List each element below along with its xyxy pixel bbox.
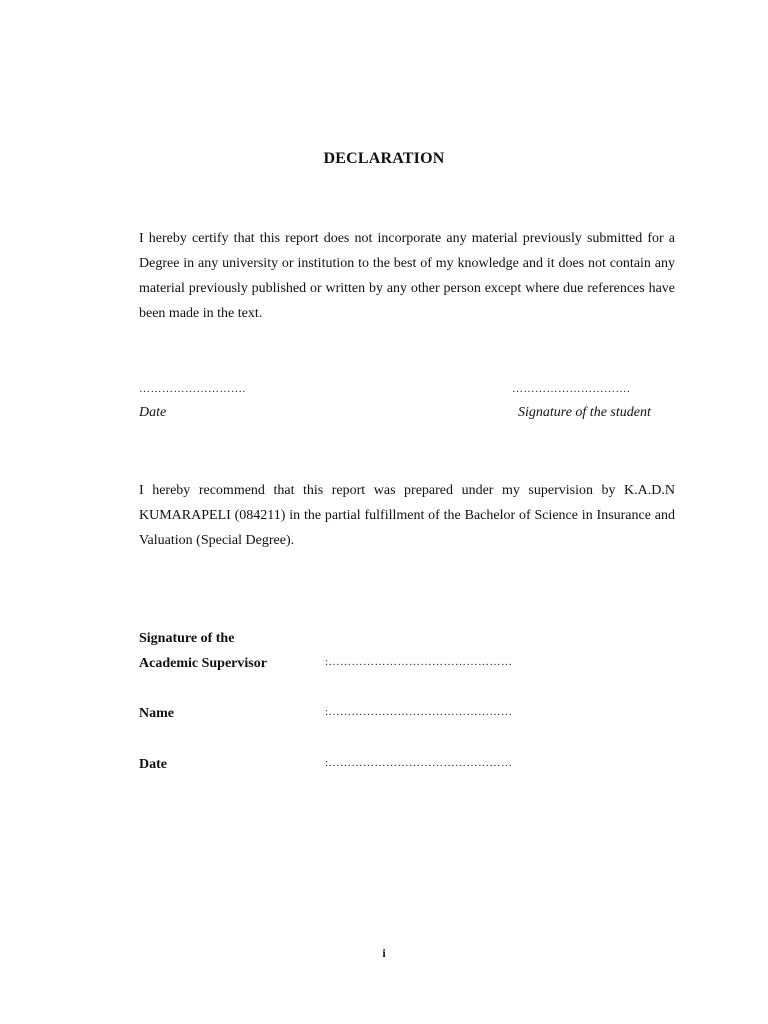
student-date-label: Date [139, 405, 167, 420]
supervisor-signature-dotted-line: :………………………………………… [325, 656, 513, 668]
supervisor-date-dotted-line: :………………………………………… [325, 757, 513, 769]
student-signature-label: Signature of the student [518, 405, 651, 420]
supervisor-signature-label-line2: Academic Supervisor [139, 656, 267, 671]
supervisor-date-label: Date [139, 757, 167, 772]
student-signature-dotted-line: …………………………. [512, 383, 631, 395]
supervisor-signature-label-line1: Signature of the [139, 631, 235, 646]
declaration-paragraph: I hereby certify that this report does not incorporate any material previously submitted for a Degree in any university or institution to the best of my knowledge and it does not contain any material previously published or written by any other person except where due references have been made in the text. [139, 231, 675, 321]
page-number: i [382, 946, 386, 960]
page-title: DECLARATION [323, 150, 445, 167]
student-date-dotted-line: ………………………. [139, 383, 246, 395]
recommendation-paragraph: I hereby recommend that this report was prepared under my supervision by K.A.D.N KUMARAPELI (084211) in the partial fulfillment of the Bachelor of Science in Insurance and Valuation (Special Degree). [139, 483, 675, 548]
supervisor-name-label: Name [139, 706, 174, 721]
supervisor-name-dotted-line: :………………………………………… [325, 706, 513, 718]
